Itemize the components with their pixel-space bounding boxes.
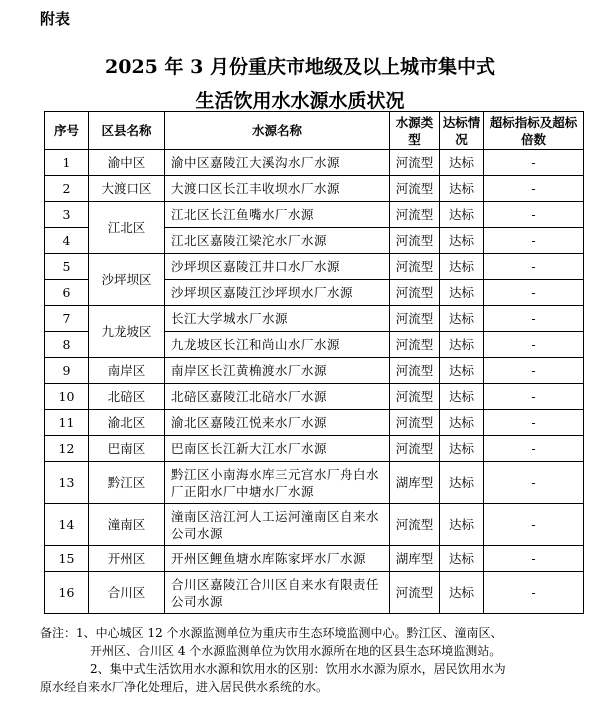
row-type: 河流型 [390, 228, 440, 254]
row-source: 九龙坡区长江和尚山水厂水源 [165, 332, 390, 358]
row-status: 达标 [440, 436, 484, 462]
row-district: 合川区 [89, 572, 165, 614]
table-row [45, 202, 584, 228]
row-type: 河流型 [390, 410, 440, 436]
row-no: 15 [45, 546, 89, 572]
note-line-2: 开州区、合川区 4 个水源监测单位为饮用水源所在地的区县生态环境监测站。 [90, 644, 502, 658]
row-source: 合川区嘉陵江合川区自来水有限责任公司水源 [165, 572, 390, 614]
row-type: 河流型 [390, 436, 440, 462]
row-source: 渝北区嘉陵江悦来水厂水源 [165, 410, 390, 436]
row-source: 黔江区小南海水库三元宫水厂舟白水厂正阳水厂中塘水厂水源 [165, 462, 390, 504]
row-source: 开州区鲤鱼塘水库陈家坪水厂水源 [165, 546, 390, 572]
row-no: 12 [45, 436, 89, 462]
note-line-4: 原水经自来水厂净化处理后，进入居民供水系统的水。 [40, 680, 329, 694]
row-type: 河流型 [390, 202, 440, 228]
table-row [45, 150, 584, 176]
table-row [45, 254, 584, 280]
row-status: 达标 [440, 572, 484, 614]
col-header-district: 区县名称 [89, 112, 165, 150]
table-row [45, 546, 584, 572]
row-type: 湖库型 [390, 462, 440, 504]
row-status: 达标 [440, 410, 484, 436]
table-row [45, 410, 584, 436]
row-source: 江北区长江鱼嘴水厂水源 [165, 202, 390, 228]
row-no: 1 [45, 150, 89, 176]
table-row [45, 384, 584, 410]
row-district: 江北区 [89, 202, 165, 254]
row-district: 巴南区 [89, 436, 165, 462]
table-row [45, 462, 584, 504]
row-type: 河流型 [390, 384, 440, 410]
col-header-no: 序号 [45, 112, 89, 150]
row-district: 沙坪坝区 [89, 254, 165, 306]
row-source: 北碚区嘉陵江北碚水厂水源 [165, 384, 390, 410]
row-status: 达标 [440, 254, 484, 280]
row-status: 达标 [440, 462, 484, 504]
row-status: 达标 [440, 228, 484, 254]
row-no: 4 [45, 228, 89, 254]
row-type: 河流型 [390, 176, 440, 202]
row-status: 达标 [440, 504, 484, 546]
row-district: 潼南区 [89, 504, 165, 546]
table-header-row [45, 112, 584, 150]
row-no: 8 [45, 332, 89, 358]
row-exceed: - [484, 306, 584, 332]
table-row [45, 358, 584, 384]
col-header-source: 水源名称 [165, 112, 390, 150]
row-district: 渝中区 [89, 150, 165, 176]
row-type: 河流型 [390, 572, 440, 614]
row-no: 5 [45, 254, 89, 280]
row-type: 河流型 [390, 332, 440, 358]
row-type: 湖库型 [390, 546, 440, 572]
row-source: 沙坪坝区嘉陵江沙坪坝水厂水源 [165, 280, 390, 306]
row-source: 南岸区长江黄桷渡水厂水源 [165, 358, 390, 384]
row-district: 北碚区 [89, 384, 165, 410]
row-district: 大渡口区 [89, 176, 165, 202]
row-exceed: - [484, 436, 584, 462]
row-exceed: - [484, 332, 584, 358]
row-no: 10 [45, 384, 89, 410]
row-district: 南岸区 [89, 358, 165, 384]
row-district: 渝北区 [89, 410, 165, 436]
col-header-type: 水源类型 [390, 112, 440, 150]
row-status: 达标 [440, 280, 484, 306]
water-quality-table [44, 111, 584, 614]
row-exceed: - [484, 228, 584, 254]
row-source: 渝中区嘉陵江大溪沟水厂水源 [165, 150, 390, 176]
note-line-1: 备注：1、中心城区 12 个水源监测单位为重庆市生态环境监测中心。黔江区、潼南区、 [40, 626, 503, 640]
row-exceed: - [484, 150, 584, 176]
row-exceed: - [484, 358, 584, 384]
row-status: 达标 [440, 332, 484, 358]
row-exceed: - [484, 202, 584, 228]
row-no: 14 [45, 504, 89, 546]
row-type: 河流型 [390, 504, 440, 546]
row-status: 达标 [440, 546, 484, 572]
row-exceed: - [484, 572, 584, 614]
row-source: 长江大学城水厂水源 [165, 306, 390, 332]
row-exceed: - [484, 254, 584, 280]
footnotes [40, 624, 588, 696]
row-exceed: - [484, 176, 584, 202]
table-row [45, 572, 584, 614]
row-source: 江北区嘉陵江梁沱水厂水源 [165, 228, 390, 254]
row-source: 潼南区涪江河人工运河潼南区自来水公司水源 [165, 504, 390, 546]
row-exceed: - [484, 410, 584, 436]
table-row [45, 176, 584, 202]
row-exceed: - [484, 280, 584, 306]
row-type: 河流型 [390, 280, 440, 306]
col-header-exceed: 超标指标及超标倍数 [484, 112, 584, 150]
row-exceed: - [484, 504, 584, 546]
table-row [45, 436, 584, 462]
row-no: 9 [45, 358, 89, 384]
row-no: 2 [45, 176, 89, 202]
row-status: 达标 [440, 358, 484, 384]
row-status: 达标 [440, 176, 484, 202]
row-type: 河流型 [390, 358, 440, 384]
row-district: 黔江区 [89, 462, 165, 504]
row-status: 达标 [440, 150, 484, 176]
row-exceed: - [484, 462, 584, 504]
row-exceed: - [484, 546, 584, 572]
row-type: 河流型 [390, 150, 440, 176]
row-source: 沙坪坝区嘉陵江井口水厂水源 [165, 254, 390, 280]
row-source: 巴南区长江新大江水厂水源 [165, 436, 390, 462]
row-no: 11 [45, 410, 89, 436]
col-header-status: 达标情况 [440, 112, 484, 150]
row-status: 达标 [440, 384, 484, 410]
note-line-3: 2、集中式生活饮用水水源和饮用水的区别：饮用水水源为原水，居民饮用水为 [90, 662, 506, 676]
page-title-line1: 2025 年 3 月份重庆市地级及以上城市集中式 [105, 56, 495, 78]
row-status: 达标 [440, 306, 484, 332]
page-title-line2: 生活饮用水水源水质状况 [195, 90, 405, 112]
row-type: 河流型 [390, 254, 440, 280]
row-no: 7 [45, 306, 89, 332]
table-row [45, 306, 584, 332]
row-no: 16 [45, 572, 89, 614]
row-status: 达标 [440, 202, 484, 228]
row-type: 河流型 [390, 306, 440, 332]
table-row [45, 504, 584, 546]
row-no: 6 [45, 280, 89, 306]
row-district: 九龙坡区 [89, 306, 165, 358]
row-district: 开州区 [89, 546, 165, 572]
row-no: 3 [45, 202, 89, 228]
annex-label: 附表 [40, 10, 71, 28]
row-exceed: - [484, 384, 584, 410]
row-source: 大渡口区长江丰收坝水厂水源 [165, 176, 390, 202]
row-no: 13 [45, 462, 89, 504]
